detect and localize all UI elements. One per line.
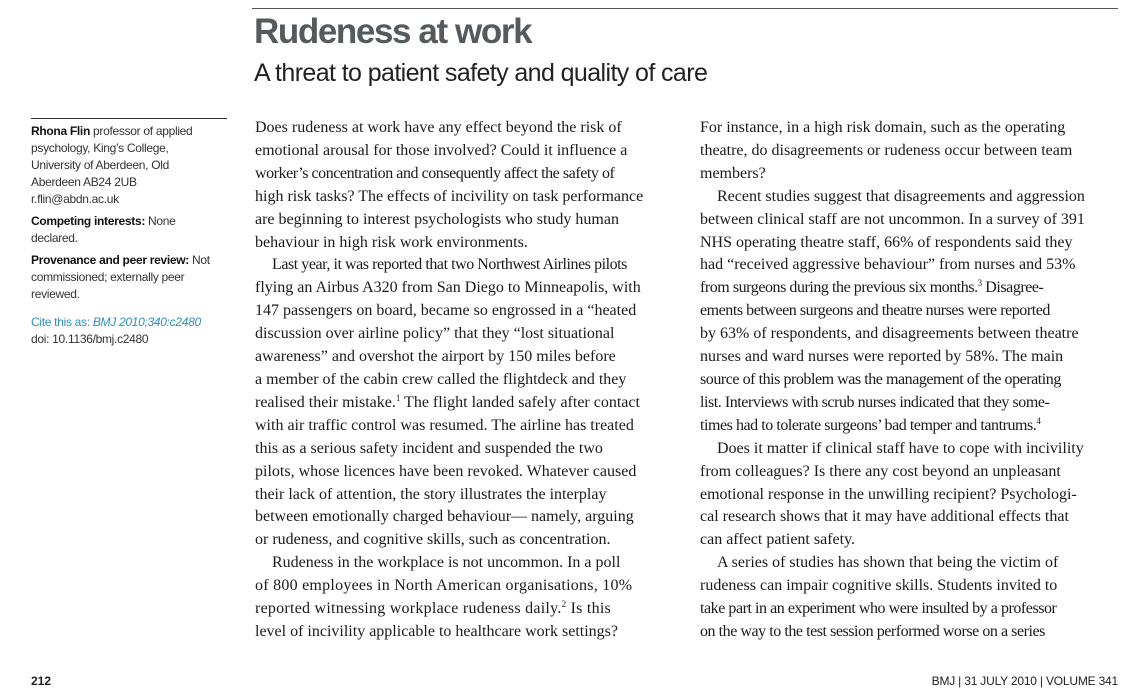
body-line bbox=[255, 392, 672, 415]
body-line: theatre, do disagreements or rudeness occur between team bbox=[700, 141, 1073, 159]
body-line: or rudeness, and cognitive skills, such as concentration. bbox=[255, 531, 611, 549]
journal-info: BMJ | 31 JULY 2010 | VOLUME 341 bbox=[931, 674, 1118, 688]
body-line: between clinical staff are not uncommon. In a survey of 391 bbox=[700, 210, 1085, 228]
reference-3[interactable]: 3 bbox=[977, 278, 982, 289]
body-line: ements between surgeons and theatre nurses were reported bbox=[700, 302, 1050, 320]
body-line: Rudeness in the workplace is not uncommon. In a poll bbox=[272, 554, 621, 572]
reference-2[interactable]: 2 bbox=[561, 599, 567, 610]
body-line: nurses and ward nurses were reported by 58%. The main bbox=[700, 348, 1064, 366]
competing-interests-label: Competing interests: bbox=[31, 214, 146, 228]
body-line: cal research shows that it may have additional effects that bbox=[700, 508, 1069, 526]
body-line: list. Interviews with scrub nurses indicated that they some- bbox=[700, 393, 1050, 411]
body-line: had “received aggressive behaviour” from nurses and 53% bbox=[700, 256, 1076, 274]
provenance-review bbox=[31, 252, 227, 269]
body-line bbox=[700, 277, 1117, 300]
doi[interactable]: doi: 10.1136/bmj.c2480 bbox=[31, 332, 149, 346]
body-line: emotional arousal for those involved? Could it influence a bbox=[255, 141, 628, 159]
competing-interests bbox=[31, 213, 227, 230]
provenance-value: reviewed. bbox=[31, 287, 80, 301]
body-line: Does rudeness at work have any effect beyond the risk of bbox=[255, 119, 622, 136]
body-text: Is this bbox=[566, 600, 611, 618]
competing-interests-value: declared. bbox=[31, 231, 78, 245]
body-line: take part in an experiment who were insulted by a professor bbox=[700, 600, 1057, 618]
body-line: from colleagues? Is there any cost beyond an unpleasant bbox=[700, 462, 1061, 480]
body-text: Disagree- bbox=[981, 279, 1044, 297]
reference-4[interactable]: 4 bbox=[1036, 415, 1041, 426]
author-affiliation-line: Aberdeen AB24 2UB bbox=[31, 175, 137, 189]
body-line: by 63% of respondents, and disagreements between theatre bbox=[700, 325, 1079, 343]
body-line: source of this problem was the management of the operating bbox=[700, 370, 1061, 388]
author-name: Rhona Flin bbox=[31, 124, 90, 138]
body-line: with air traffic control was resumed. The airline has treated bbox=[255, 416, 634, 434]
author-affiliation-line: psychology, King’s College, bbox=[31, 141, 169, 155]
article-title: Rudeness at work bbox=[254, 12, 532, 51]
page-number: 212 bbox=[31, 674, 52, 688]
body-line: discussion over airline policy” that they “lost situational bbox=[255, 325, 615, 343]
body-line bbox=[700, 415, 1117, 438]
author-affiliation-line: professor of applied bbox=[90, 124, 193, 138]
body-line: emotional response in the unwilling recipient? Psychologi- bbox=[700, 485, 1077, 503]
body-text: reported witnessing workplace rudeness daily. bbox=[255, 600, 562, 618]
body-line: on the way to the test session performed worse on a series bbox=[700, 622, 1045, 640]
body-line bbox=[255, 598, 672, 621]
body-line: high risk tasks? The effects of incivility on task performance bbox=[255, 187, 644, 205]
reference-1[interactable]: 1 bbox=[395, 392, 401, 403]
body-line: A series of studies has shown that being the victim of bbox=[717, 554, 1059, 572]
body-line: NHS operating theatre staff, 66% of respondents said they bbox=[700, 233, 1073, 251]
cite-label: Cite this as: bbox=[31, 315, 90, 329]
body-text: times had to tolerate surgeons’ bad temper and tantrums. bbox=[700, 416, 1037, 434]
header-rule bbox=[252, 8, 1118, 9]
body-text: realised their mistake. bbox=[255, 393, 396, 411]
body-line: rudeness can impair cognitive skills. Students invited to bbox=[700, 577, 1058, 595]
provenance-label: Provenance and peer review: bbox=[31, 253, 189, 267]
body-line: Does it matter if clinical staff have to cope with incivility bbox=[717, 439, 1084, 457]
provenance-value: Not bbox=[188, 253, 210, 267]
body-line: can affect patient safety. bbox=[700, 531, 856, 549]
author-block bbox=[31, 123, 227, 140]
body-line: of 800 employees in North American organisations, 10% bbox=[255, 577, 633, 595]
body-line: worker’s concentration and consequently affect the safety of bbox=[255, 164, 615, 182]
body-line: level of incivility applicable to healthcare work settings? bbox=[255, 622, 618, 640]
body-line: For instance, in a high risk domain, such as the operating bbox=[700, 119, 1066, 136]
article-subtitle: A threat to patient safety and quality of care bbox=[254, 59, 708, 87]
author-affiliation-line: University of Aberdeen, Old bbox=[31, 158, 169, 172]
provenance-value: commissioned; externally peer bbox=[31, 270, 185, 284]
body-line: pilots, whose licences have been revoked. Whatever caused bbox=[255, 462, 637, 480]
body-line: awareness” and overshot the airport by 150 miles before bbox=[255, 348, 616, 366]
body-line: members? bbox=[700, 164, 766, 182]
body-line: Recent studies suggest that disagreements and aggression bbox=[717, 187, 1085, 205]
cite-value: BMJ 2010;340:c2480 bbox=[89, 315, 201, 329]
body-column-1 bbox=[255, 117, 672, 644]
body-line: their lack of attention, the story illustrates the interplay bbox=[255, 485, 607, 503]
body-text: The flight landed safely after contact bbox=[400, 393, 640, 411]
body-line: are beginning to interest psychologists who study human bbox=[255, 210, 619, 228]
author-sidebar bbox=[31, 118, 227, 348]
body-line: between emotionally charged behaviour— namely, arguing bbox=[255, 508, 634, 526]
body-line: flying an Airbus A320 from San Diego to Minneapolis, with bbox=[255, 279, 641, 297]
body-line: a member of the cabin crew called the flightdeck and they bbox=[255, 370, 627, 388]
author-email[interactable]: r.flin@abdn.ac.uk bbox=[31, 192, 119, 206]
competing-interests-value: None bbox=[145, 214, 176, 228]
body-text: from surgeons during the previous six months. bbox=[700, 279, 978, 297]
body-line: 147 passengers on board, became so engrossed in a “heated bbox=[255, 302, 637, 320]
body-line: Last year, it was reported that two Northwest Airlines pilots bbox=[272, 256, 627, 274]
body-line: this as a serious safety incident and suspended the two bbox=[255, 439, 603, 457]
citation bbox=[31, 314, 227, 331]
body-line: behaviour in high risk work environments. bbox=[255, 233, 528, 251]
body-column-2 bbox=[700, 117, 1117, 644]
